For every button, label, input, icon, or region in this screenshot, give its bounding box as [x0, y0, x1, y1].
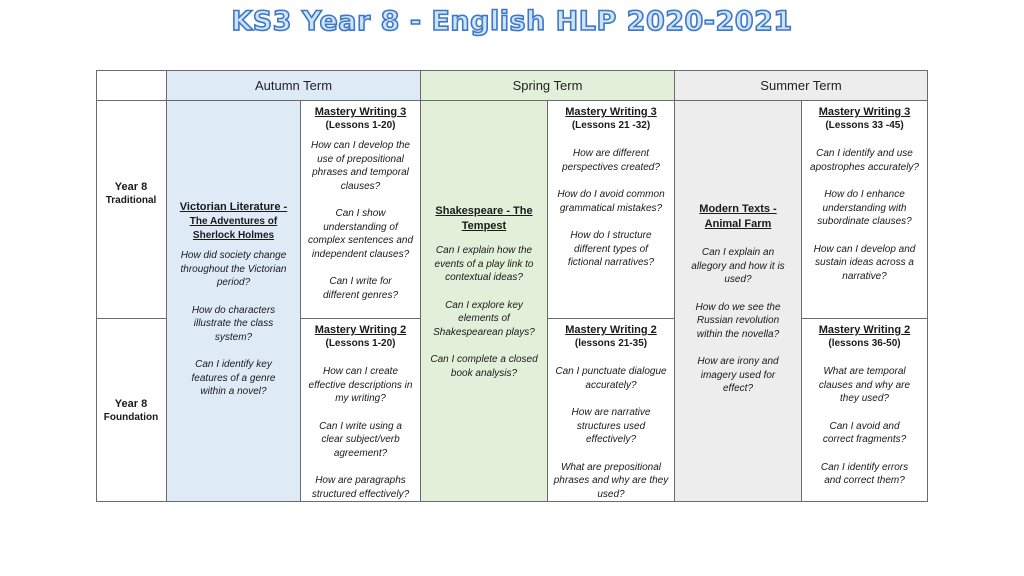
mastery-question: How are narrative structures used effectively? — [571, 407, 651, 445]
autumn-question: How do characters illustrate the class system? — [191, 304, 276, 343]
summer-topic-title: Animal Farm — [704, 218, 772, 230]
summer-topic-title: Modern Texts - — [699, 203, 777, 215]
spring-topic — [423, 204, 545, 380]
spring-question: Can I complete a closed book analysis? — [430, 354, 538, 379]
summer-question: How do we see the Russian revolution within the novella? — [695, 301, 781, 340]
spring-mastery-top — [549, 105, 673, 270]
corner-cell — [96, 70, 167, 101]
mastery-question: Can I avoid and correct fragments? — [822, 420, 907, 445]
year-text: Year 8 — [114, 181, 148, 193]
mastery-title: Mastery Writing 3 — [314, 106, 407, 118]
curriculum-table — [96, 70, 928, 502]
mastery-lessons: (Lessons 1-20) — [325, 120, 396, 131]
mastery-question: How do I structure different types of fictional narratives? — [567, 230, 655, 268]
row-label-traditional — [96, 100, 167, 319]
spring-mastery-bottom — [549, 323, 673, 501]
mastery-lessons: (Lessons 1-20) — [325, 338, 396, 349]
year-track: Traditional — [105, 195, 157, 206]
mastery-title: Mastery Writing 2 — [565, 324, 657, 336]
mastery-question: Can I show understanding of complex sentences and independent clauses? — [307, 208, 414, 260]
mastery-question: How do I avoid common grammatical mistakes? — [557, 189, 665, 214]
mastery-question: How do I enhance understanding with subordinate clauses? — [817, 189, 912, 227]
summer-mastery-bottom — [803, 323, 926, 488]
spring-question: Can I explore key elements of Shakespearean plays? — [433, 299, 535, 338]
year-label-traditional — [96, 180, 166, 208]
mastery-question: How can I develop the use of prepositional phrases and temporal clauses? — [311, 140, 410, 192]
mastery-question: Can I write for different genres? — [322, 276, 399, 301]
mastery-title: Mastery Writing 2 — [314, 324, 407, 336]
spring-topic-title: Shakespeare - The — [435, 205, 533, 217]
mastery-title: Mastery Writing 3 — [818, 106, 911, 118]
autumn-topic-subtitle: Sherlock Holmes — [192, 230, 275, 241]
mastery-lessons: (lessons 21-35) — [574, 338, 648, 349]
header-summer — [674, 70, 928, 101]
mastery-question: Can I identify and use apostrophes accurately? — [810, 148, 919, 173]
year-label-foundation — [96, 397, 166, 425]
summer-topic — [677, 202, 799, 396]
summer-mastery-top — [803, 105, 926, 283]
autumn-mastery-top — [302, 105, 419, 302]
autumn-topic-title: Victorian Literature - — [179, 201, 288, 213]
autumn-question: How did society change throughout the Victorian period? — [180, 250, 287, 288]
mastery-title: Mastery Writing 3 — [565, 106, 657, 118]
header-autumn-label: Autumn Term — [254, 78, 333, 93]
header-summer-label: Summer Term — [760, 78, 842, 93]
year-track: Foundation — [103, 412, 159, 423]
mastery-title: Mastery Writing 2 — [818, 324, 911, 336]
mastery-lessons: (lessons 36-50) — [828, 338, 901, 349]
spring-topic-title: Tempest — [461, 220, 507, 232]
spring-question: Can I explain how the events of a play link to contextual ideas? — [434, 245, 534, 283]
mastery-question: How can I develop and sustain ideas across a narrative? — [813, 243, 916, 282]
autumn-mastery-bottom — [302, 323, 419, 501]
mastery-lessons: (Lessons 33 -45) — [825, 120, 904, 131]
page-title: KS3 Year 8 - English HLP 2020-2021 — [231, 6, 793, 37]
year-text: Year 8 — [114, 398, 148, 410]
summer-question: Can I explain an allegory and how it is used? — [691, 247, 785, 285]
mastery-question: How are different perspectives created? — [562, 148, 660, 173]
autumn-question: Can I identify key features of a genre within a novel? — [191, 359, 276, 397]
header-autumn — [166, 70, 421, 101]
summer-question: How are irony and imagery used for effect? — [697, 356, 779, 394]
autumn-topic — [170, 200, 297, 399]
autumn-topic-subtitle: The Adventures of — [189, 216, 278, 227]
mastery-question: Can I write using a clear subject/verb agreement? — [319, 420, 402, 459]
header-spring-label: Spring Term — [512, 78, 583, 93]
mastery-question: How are paragraphs structured effectively? — [311, 475, 410, 500]
header-spring — [420, 70, 675, 101]
mastery-question: What are temporal clauses and why are they used? — [818, 366, 911, 404]
mastery-question: How can I create effective descriptions in my writing? — [308, 366, 413, 404]
mastery-question: What are prepositional phrases and why are they used? — [553, 461, 669, 500]
mastery-question: Can I identify errors and correct them? — [820, 461, 909, 486]
mastery-question: Can I punctuate dialogue accurately? — [555, 366, 667, 391]
mastery-lessons: (Lessons 21 -32) — [571, 120, 651, 131]
